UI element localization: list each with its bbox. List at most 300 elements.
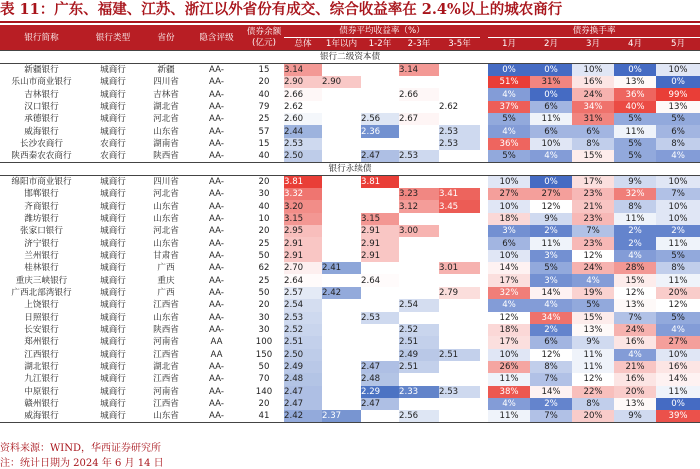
yield-cell xyxy=(439,113,480,125)
bank-type-cell: 农商行 xyxy=(100,138,126,149)
yield-cell xyxy=(399,373,439,385)
turnover-cell: 10% xyxy=(656,213,700,225)
yield-cell xyxy=(322,299,361,311)
col-header-yield-1-2y: 1-2年 xyxy=(361,38,399,51)
yield-cell xyxy=(399,76,439,88)
bank-name-cell: 桂林银行 xyxy=(24,263,59,274)
bank-type-cell: 城商行 xyxy=(100,374,126,385)
turnover-cell: 5% xyxy=(614,113,656,125)
turnover-cell: 36% xyxy=(488,138,530,150)
turnover-cell: 18% xyxy=(488,324,530,336)
turnover-cell: 51% xyxy=(488,76,530,88)
rating-cell: AA- xyxy=(209,374,224,385)
table-row xyxy=(0,386,700,398)
yield-cell: 2.66 xyxy=(399,88,439,100)
turnover-cell: 40% xyxy=(614,101,656,113)
turnover-cell: 4% xyxy=(614,349,656,361)
yield-cell: 2.53 xyxy=(439,386,480,398)
yield-cell xyxy=(439,176,480,189)
balance-cell: 100 xyxy=(255,337,273,348)
col-header-turn-feb: 2月 xyxy=(530,38,572,51)
table-row xyxy=(0,188,700,200)
yield-cell xyxy=(439,64,480,77)
turnover-cell: 5% xyxy=(488,113,530,125)
turnover-cell: 14% xyxy=(530,287,572,299)
bank-type-cell: 城商行 xyxy=(100,177,126,188)
turnover-cell: 0% xyxy=(530,64,572,77)
yield-cell: 3.41 xyxy=(439,188,480,200)
turnover-cell: 7% xyxy=(614,312,656,324)
balance-cell: 40 xyxy=(244,150,284,163)
province-cell: 江西省 xyxy=(153,349,179,360)
turnover-cell: 2% xyxy=(530,225,572,237)
bank-name-cell: 张家口银行 xyxy=(20,226,63,237)
table-row xyxy=(0,237,700,249)
turnover-cell: 8% xyxy=(572,398,614,410)
turnover-cell: 10% xyxy=(656,349,700,361)
turnover-cell: 3% xyxy=(530,250,572,262)
yield-cell: 3.45 xyxy=(439,200,480,212)
yield-cell: 2.53 xyxy=(361,312,399,324)
table-row xyxy=(0,138,700,150)
bank-type-cell: 城商行 xyxy=(100,226,126,237)
table-row xyxy=(0,225,700,237)
table-row xyxy=(0,176,700,189)
bank-type-cell: 城商行 xyxy=(100,250,126,261)
yield-cell: 3.01 xyxy=(439,262,480,274)
turnover-cell: 2% xyxy=(530,324,572,336)
turnover-cell: 4% xyxy=(488,88,530,100)
bank-name-cell: 九江银行 xyxy=(24,374,59,385)
col-header-turn-jan: 1月 xyxy=(488,38,530,51)
column-gap xyxy=(480,361,488,373)
table-row xyxy=(0,88,700,100)
turnover-cell: 11% xyxy=(488,410,530,423)
yield-cell: 2.29 xyxy=(361,386,399,398)
yield-cell xyxy=(361,299,399,311)
table-row xyxy=(0,361,700,373)
turnover-cell: 13% xyxy=(572,324,614,336)
yield-cell xyxy=(361,200,399,212)
rating-cell: AA- xyxy=(209,138,224,149)
turnover-cell: 32% xyxy=(488,287,530,299)
bank-name-cell: 威海银行 xyxy=(24,126,59,137)
balance-cell: 15 xyxy=(258,138,270,149)
yield-cell xyxy=(399,250,439,262)
yield-cell: 3.14 xyxy=(284,64,322,77)
yield-cell: 2.53 xyxy=(284,312,322,324)
source-note: 资料来源：WIND，华西证券研究所 xyxy=(0,443,161,454)
bank-name-cell: 日照银行 xyxy=(24,312,59,323)
turnover-cell: 10% xyxy=(488,176,530,189)
yield-cell xyxy=(399,312,439,324)
yield-cell xyxy=(322,64,361,77)
turnover-cell: 12% xyxy=(614,287,656,299)
turnover-cell: 10% xyxy=(488,200,530,212)
column-gap xyxy=(480,312,488,324)
turnover-cell: 36% xyxy=(614,88,656,100)
yield-cell xyxy=(439,237,480,249)
turnover-cell: 11% xyxy=(530,113,572,125)
yield-cell: 2.44 xyxy=(284,125,322,137)
rating-cell: AA xyxy=(210,349,223,360)
province-cell: 江西省 xyxy=(153,374,179,385)
turnover-cell: 23% xyxy=(572,237,614,249)
turnover-cell: 15% xyxy=(614,274,656,286)
bank-type-cell: 城商行 xyxy=(83,410,143,423)
province-cell: 河南省 xyxy=(153,386,179,397)
turnover-cell: 11% xyxy=(572,361,614,373)
col-header-turn-may: 5月 xyxy=(656,38,700,51)
yield-cell xyxy=(399,138,439,150)
section-label: 银行二级资本债 xyxy=(0,51,700,64)
yield-cell xyxy=(322,386,361,398)
turnover-cell: 14% xyxy=(488,262,530,274)
turnover-cell: 12% xyxy=(572,373,614,385)
province-cell: 陕西省 xyxy=(143,150,189,163)
rating-cell: AA- xyxy=(209,226,224,237)
yield-cell xyxy=(322,188,361,200)
turnover-cell: 16% xyxy=(656,361,700,373)
yield-cell: 2.70 xyxy=(284,262,322,274)
bank-type-cell: 城商行 xyxy=(100,238,126,249)
balance-cell: 30 xyxy=(258,312,270,323)
turnover-cell: 17% xyxy=(488,274,530,286)
province-cell: 江西省 xyxy=(153,399,179,410)
bank-type-cell: 城商行 xyxy=(100,189,126,200)
table-row xyxy=(0,213,700,225)
col-header-province: 省份 xyxy=(143,25,189,51)
yield-cell xyxy=(439,361,480,373)
bank-name-cell: 长安银行 xyxy=(24,325,59,336)
yield-cell: 3.81 xyxy=(361,176,399,189)
turnover-cell: 20% xyxy=(656,287,700,299)
turnover-cell: 9% xyxy=(572,336,614,348)
turnover-cell: 4% xyxy=(656,150,700,163)
bank-type-cell: 城商行 xyxy=(100,89,126,100)
turnover-cell: 2% xyxy=(614,237,656,249)
column-gap xyxy=(480,200,488,212)
turnover-cell: 32% xyxy=(614,188,656,200)
yield-cell xyxy=(361,188,399,200)
yield-cell xyxy=(322,336,361,348)
rating-cell: AA- xyxy=(189,150,244,163)
yield-cell xyxy=(361,101,399,113)
yield-cell: 3.15 xyxy=(284,213,322,225)
rating-cell: AA- xyxy=(209,189,224,200)
turnover-cell: 24% xyxy=(572,262,614,274)
yield-cell xyxy=(439,88,480,100)
table-row xyxy=(0,274,700,286)
bank-name-cell: 乐山市商业银行 xyxy=(11,77,72,88)
turnover-cell: 13% xyxy=(614,398,656,410)
province-cell: 河北省 xyxy=(153,226,179,237)
yield-cell: 2.37 xyxy=(322,410,361,423)
turnover-cell: 34% xyxy=(530,312,572,324)
rating-cell: AA- xyxy=(209,89,224,100)
turnover-cell: 0% xyxy=(488,64,530,77)
turnover-cell: 7% xyxy=(530,373,572,385)
rating-cell: AA- xyxy=(209,275,224,286)
yield-cell xyxy=(439,373,480,385)
province-cell: 四川省 xyxy=(153,177,179,188)
balance-cell: 20 xyxy=(258,226,270,237)
balance-cell: 30 xyxy=(258,189,270,200)
balance-cell: 25 xyxy=(258,114,270,125)
yield-cell xyxy=(322,113,361,125)
column-gap xyxy=(480,101,488,113)
table-row xyxy=(0,349,700,361)
yield-cell xyxy=(439,410,480,423)
rating-cell: AA- xyxy=(209,287,224,298)
balance-cell: 70 xyxy=(258,374,270,385)
turnover-cell: 15% xyxy=(572,150,614,163)
yield-cell: 2.50 xyxy=(284,150,322,163)
turnover-cell: 8% xyxy=(530,361,572,373)
yield-cell: 3.23 xyxy=(399,188,439,200)
bank-type-cell: 城商行 xyxy=(100,213,126,224)
balance-cell: 50 xyxy=(258,287,270,298)
province-cell: 山东省 xyxy=(153,126,179,137)
turnover-cell: 11% xyxy=(572,349,614,361)
turnover-cell: 6% xyxy=(530,336,572,348)
rating-cell: AA- xyxy=(209,386,224,397)
column-gap xyxy=(480,88,488,100)
turnover-cell: 12% xyxy=(656,299,700,311)
col-header-bank: 银行简称 xyxy=(0,25,83,51)
turnover-cell: 12% xyxy=(530,349,572,361)
bank-type-cell: 城商行 xyxy=(100,386,126,397)
yield-cell xyxy=(322,324,361,336)
yield-cell xyxy=(322,250,361,262)
yield-cell: 2.95 xyxy=(284,225,322,237)
province-cell: 新疆 xyxy=(157,65,175,75)
turnover-cell: 11% xyxy=(656,274,700,286)
yield-cell: 2.54 xyxy=(399,299,439,311)
table-row xyxy=(0,250,700,262)
bank-type-cell: 城商行 xyxy=(100,77,126,88)
turnover-cell: 28% xyxy=(614,262,656,274)
turnover-cell: 5% xyxy=(488,150,530,163)
yield-cell xyxy=(361,349,399,361)
yield-cell: 2.36 xyxy=(361,125,399,137)
col-header-yield-total: 总体 xyxy=(284,38,322,51)
col-group-turnover: 债券换手率 xyxy=(488,25,700,38)
bank-type-cell: 城商行 xyxy=(100,399,126,410)
turnover-cell: 11% xyxy=(614,125,656,137)
turnover-cell: 24% xyxy=(572,88,614,100)
turnover-cell: 13% xyxy=(656,101,700,113)
balance-cell: 15 xyxy=(258,65,270,75)
balance-cell: 50 xyxy=(258,362,270,373)
yield-cell xyxy=(361,410,399,423)
turnover-cell: 19% xyxy=(572,287,614,299)
yield-cell xyxy=(322,398,361,410)
turnover-cell: 15% xyxy=(572,312,614,324)
turnover-cell: 0% xyxy=(656,76,700,88)
yield-cell: 2.42 xyxy=(322,287,361,299)
yield-cell: 2.90 xyxy=(284,76,322,88)
turnover-cell: 99% xyxy=(656,88,700,100)
turnover-cell: 8% xyxy=(614,200,656,212)
bank-name-cell: 承德银行 xyxy=(24,114,59,125)
turnover-cell: 10% xyxy=(656,200,700,212)
yield-cell: 2.49 xyxy=(399,349,439,361)
province-cell: 河北省 xyxy=(153,189,179,200)
yield-cell: 2.53 xyxy=(439,138,480,150)
section-label: 银行永续债 xyxy=(0,163,700,176)
yield-cell: 2.47 xyxy=(361,398,399,410)
turnover-cell: 0% xyxy=(530,176,572,189)
balance-cell: 10 xyxy=(258,213,270,224)
bank-name-cell: 重庆三峡银行 xyxy=(15,275,68,286)
bank-name-cell: 吉林银行 xyxy=(24,89,59,100)
balance-cell: 41 xyxy=(244,410,284,423)
yield-cell: 2.91 xyxy=(284,237,322,249)
turnover-cell: 11% xyxy=(614,213,656,225)
yield-cell xyxy=(361,287,399,299)
turnover-cell: 8% xyxy=(656,138,700,150)
yield-cell xyxy=(322,213,361,225)
bank-name-cell: 威海银行 xyxy=(0,410,83,423)
yield-cell: 2.47 xyxy=(361,361,399,373)
yield-cell xyxy=(439,225,480,237)
column-gap xyxy=(480,76,488,88)
yield-cell: 2.91 xyxy=(361,237,399,249)
yield-cell xyxy=(399,176,439,189)
turnover-cell: 4% xyxy=(488,299,530,311)
col-header-rating: 隐含评级 xyxy=(189,25,244,51)
yield-cell: 2.56 xyxy=(361,113,399,125)
column-gap xyxy=(480,213,488,225)
turnover-cell: 20% xyxy=(572,410,614,423)
balance-cell: 40 xyxy=(258,201,270,212)
turnover-cell: 27% xyxy=(488,188,530,200)
yield-cell xyxy=(399,213,439,225)
yield-cell: 3.32 xyxy=(284,188,322,200)
yield-cell xyxy=(322,150,361,163)
yield-cell xyxy=(322,361,361,373)
province-cell: 吉林省 xyxy=(153,89,179,100)
balance-cell: 150 xyxy=(255,349,273,360)
column-gap xyxy=(480,64,488,77)
yield-cell: 2.79 xyxy=(439,287,480,299)
table-row xyxy=(0,101,700,113)
yield-cell xyxy=(322,237,361,249)
turnover-cell: 12% xyxy=(488,312,530,324)
turnover-cell: 16% xyxy=(572,76,614,88)
turnover-cell: 27% xyxy=(530,188,572,200)
turnover-cell: 31% xyxy=(572,113,614,125)
yield-cell: 2.62 xyxy=(439,101,480,113)
turnover-cell: 10% xyxy=(488,349,530,361)
column-gap xyxy=(480,138,488,150)
column-gap xyxy=(480,113,488,125)
province-cell: 山东省 xyxy=(153,213,179,224)
yield-cell: 2.53 xyxy=(284,138,322,150)
yield-cell xyxy=(322,125,361,137)
yield-cell: 2.47 xyxy=(361,150,399,163)
turnover-cell: 10% xyxy=(656,176,700,189)
bank-type-cell: 城商行 xyxy=(100,126,126,137)
bank-name-cell: 潍坊银行 xyxy=(24,213,59,224)
yield-cell: 2.50 xyxy=(284,349,322,361)
turnover-cell: 10% xyxy=(530,138,572,150)
turnover-cell: 7% xyxy=(656,188,700,200)
rating-cell: AA- xyxy=(209,201,224,212)
yield-cell: 3.15 xyxy=(361,213,399,225)
turnover-cell: 12% xyxy=(530,200,572,212)
rating-cell: AA- xyxy=(209,101,224,112)
column-gap xyxy=(480,410,488,423)
turnover-cell: 0% xyxy=(656,398,700,410)
yield-cell: 2.64 xyxy=(284,274,322,286)
column-gap xyxy=(480,398,488,410)
yield-cell xyxy=(439,150,480,163)
turnover-cell: 5% xyxy=(614,150,656,163)
bank-name-cell: 赣州银行 xyxy=(24,399,59,410)
column-gap xyxy=(480,237,488,249)
province-cell: 湖北省 xyxy=(153,362,179,373)
yield-cell: 2.90 xyxy=(322,76,361,88)
bank-type-cell: 城商行 xyxy=(100,201,126,212)
balance-cell: 30 xyxy=(258,325,270,336)
column-gap xyxy=(480,386,488,398)
rating-cell: AA- xyxy=(209,399,224,410)
province-cell: 山东省 xyxy=(143,410,189,423)
table-row xyxy=(0,373,700,385)
yield-cell: 2.53 xyxy=(439,125,480,137)
yield-cell xyxy=(439,324,480,336)
turnover-cell: 38% xyxy=(488,386,530,398)
province-cell: 山东省 xyxy=(153,312,179,323)
balance-cell: 25 xyxy=(258,275,270,286)
col-header-balance-line: 债券余额 xyxy=(246,26,282,37)
turnover-cell: 6% xyxy=(530,125,572,137)
balance-cell: 40 xyxy=(258,89,270,100)
bank-name-cell: 湖北银行 xyxy=(24,362,59,373)
turnover-cell: 2% xyxy=(656,225,700,237)
yield-cell xyxy=(399,237,439,249)
province-cell: 广西 xyxy=(157,263,175,274)
bank-name-cell: 郑州银行 xyxy=(24,337,59,348)
rating-cell: AA- xyxy=(209,213,224,224)
yield-cell: 2.47 xyxy=(284,398,322,410)
table-row xyxy=(0,200,700,212)
yield-cell: 2.56 xyxy=(399,410,439,423)
yield-cell xyxy=(361,88,399,100)
table-row xyxy=(0,336,700,348)
yield-cell: 2.47 xyxy=(284,386,322,398)
turnover-cell: 3% xyxy=(530,274,572,286)
table-row xyxy=(0,410,700,423)
yield-cell xyxy=(439,299,480,311)
yield-cell xyxy=(439,398,480,410)
turnover-cell: 16% xyxy=(614,373,656,385)
bank-name-cell: 汉口银行 xyxy=(24,101,59,112)
column-gap xyxy=(480,274,488,286)
turnover-cell: 23% xyxy=(572,188,614,200)
turnover-cell: 5% xyxy=(572,299,614,311)
bank-type-cell: 城商行 xyxy=(100,263,126,274)
yield-cell: 2.51 xyxy=(439,349,480,361)
column-gap xyxy=(480,176,488,189)
bank-name-cell: 广西北部湾银行 xyxy=(11,287,72,298)
yield-cell xyxy=(322,312,361,324)
yield-cell: 2.42 xyxy=(284,410,322,423)
column-gap xyxy=(480,250,488,262)
column-gap xyxy=(480,324,488,336)
